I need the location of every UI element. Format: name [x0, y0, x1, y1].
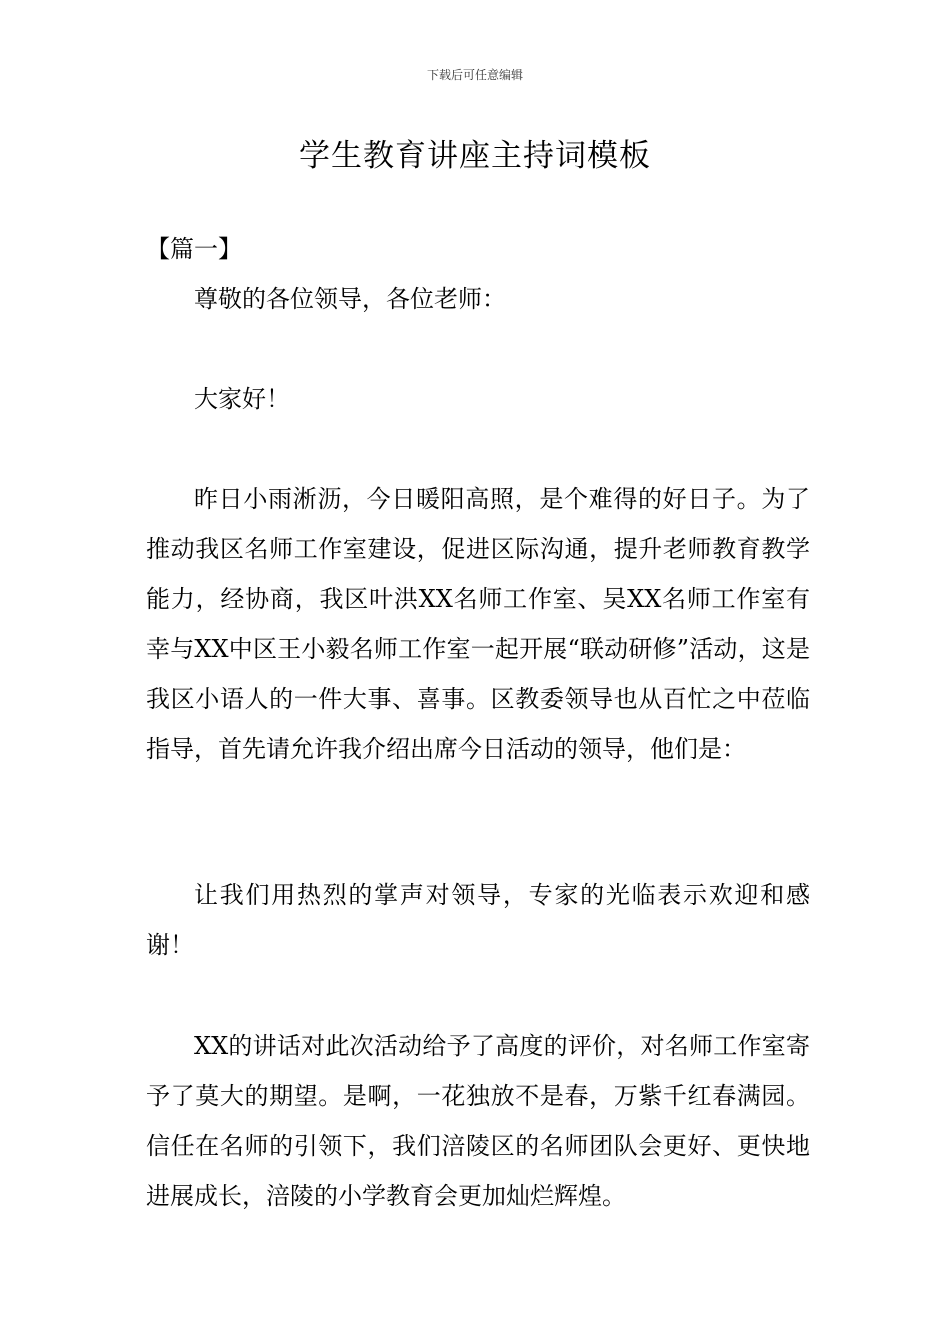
paragraph-introduction: 昨日小雨淅沥，今日暖阳高照，是个难得的好日子。为了推动我区名师工作室建设，促进区际沟通，提升老师教育教学能力，经协商，我区叶洪XX名师工作室、吴XX名师工作室有幸与XX中区王小毅名师工作室一起开展“联动研修”活动，这是我区小语人的一件大事、喜事。区教委领导也从百忙之中莅临指导，首先请允许我介绍出席今日活动的领导，他们是： [146, 485, 810, 763]
paragraph-greeting: 大家好！ [194, 385, 290, 413]
paragraph-welcome: 让我们用热烈的掌声对领导，专家的光临表示欢迎和感谢！ [146, 881, 810, 959]
paragraph-speech-summary: XX的讲话对此次活动给予了高度的评价，对名师工作室寄予了莫大的期望。是啊，一花独放不是春，万紫千红春满园。信任在名师的引领下，我们涪陵区的名师团队会更好、更快地进展成长，涪陵的小学教育会更加灿烂辉煌。 [146, 1032, 810, 1210]
paragraph-greeting-address: 尊敬的各位领导，各位老师： [194, 285, 506, 313]
section-label: 【篇一】 [146, 235, 242, 263]
document-title: 学生教育讲座主持词模板 [299, 138, 651, 174]
header-note: 下载后可任意编辑 [426, 68, 523, 82]
